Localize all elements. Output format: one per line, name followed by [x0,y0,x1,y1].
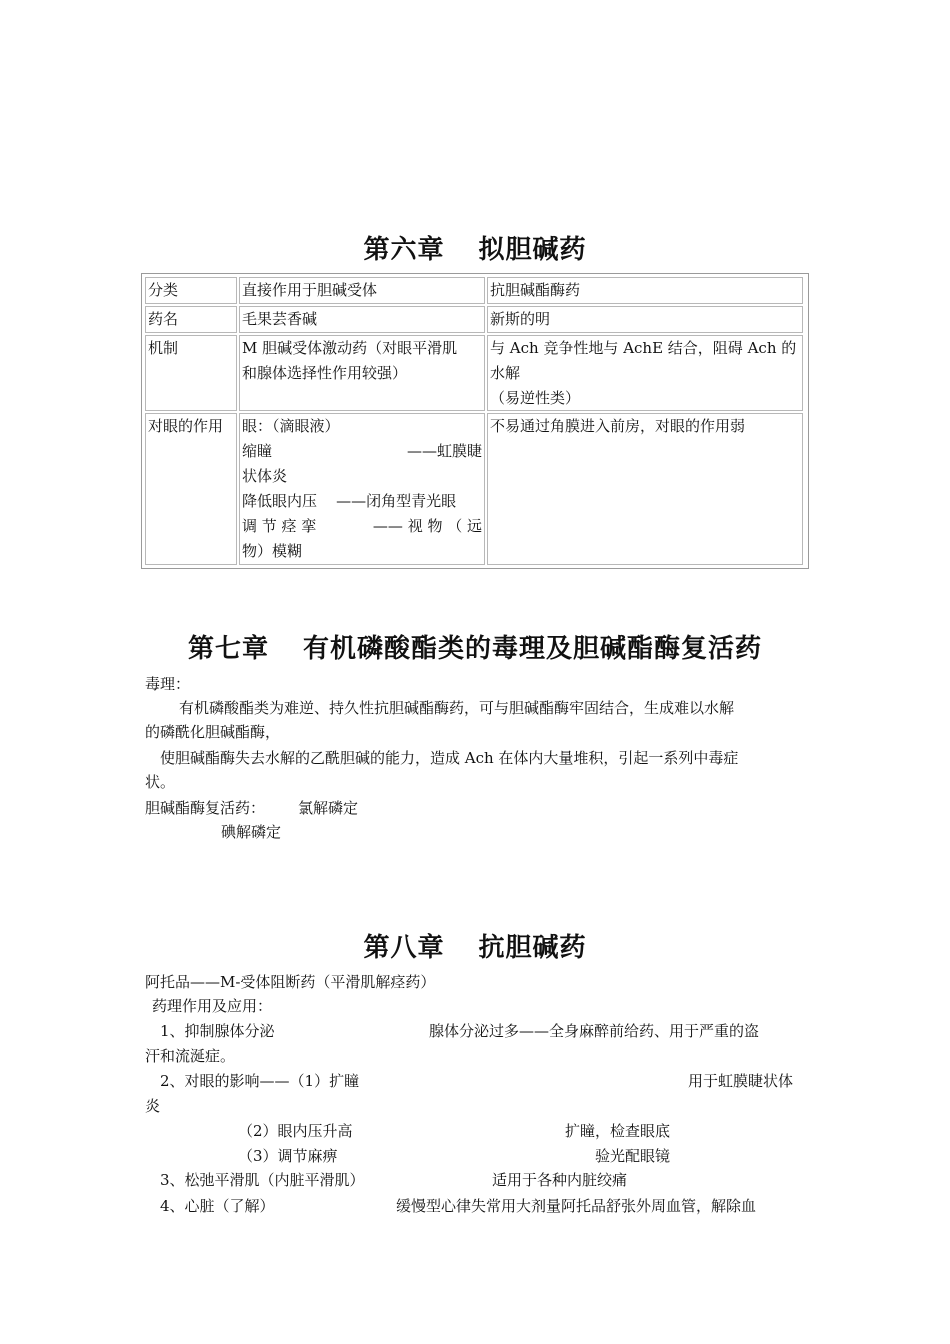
table-cell: 抗胆碱酯酶药 [487,277,803,304]
table-cell: 毛果芸香碱 [239,306,485,333]
table-row [144,305,806,334]
paragraph-line: 毒理： [145,675,191,693]
paragraph-line: 扩瞳，检查眼底 [565,1122,671,1140]
cell-line: 状体炎 [242,467,288,485]
cell-text: ——虹膜睫 [406,442,482,460]
cell-text: 缩瞳 [242,442,273,460]
chapter-6-name: 拟胆碱药 [478,235,587,265]
cell-line: 物）模糊 [242,542,303,560]
cell-line [242,514,482,539]
table-cell [487,413,803,565]
paragraph-line: 2、对眼的影响——（1）扩瞳 [160,1072,360,1090]
paragraph-line: 用于虹膜睫状体 [688,1072,794,1090]
paragraph-line: 炎 [145,1097,161,1115]
paragraph-line: （2）眼内压升高 [238,1122,353,1140]
drug-comparison-table [141,273,809,569]
paragraph-line: 1、抑制腺体分泌 [160,1022,275,1040]
paragraph-line: 使胆碱酯酶失去水解的乙酰胆碱的能力，造成 Ach 在体内大量堆积，引起一系列中毒症 [160,749,739,767]
table-row [144,276,806,305]
paragraph-line: 汗和流涎症。 [145,1047,236,1065]
cell-line: 与 Ach 竞争性地与 AchE 结合，阻碍 Ach 的 [490,339,797,357]
paragraph-line: 阿托品——M-受体阻断药（平滑肌解痉药） [145,973,436,991]
cell-line: 眼：（滴眼液） [242,417,340,435]
table-cell [239,335,485,411]
chapter-6-title [0,229,950,266]
table-cell: 药名 [145,306,237,333]
cell-line: 和腺体选择性作用较强） [242,364,408,382]
paragraph-line: 氯解磷定 [298,799,359,817]
paragraph-line: 验光配眼镜 [595,1147,671,1165]
table-cell: 分类 [145,277,237,304]
paragraph-line: 缓慢型心律失常用大剂量阿托品舒张外周血管，解除血 [396,1197,757,1215]
table-cell: 直接作用于胆碱受体 [239,277,485,304]
chapter-7-number: 第七章 [187,634,269,664]
paragraph-line: 药理作用及应用： [152,997,273,1015]
table-cell [487,335,803,411]
cell-text: —— 视 物 （ 远 [372,517,482,535]
paragraph-line: 有机磷酸酯类为难逆、持久性抗胆碱酯酶药，可与胆碱酯酶牢固结合，生成难以水解 [179,699,735,717]
chapter-7-name: 有机磷酸酯类的毒理及胆碱酯酶复活药 [303,634,763,664]
paragraph-line: 适用于各种内脏绞痛 [492,1171,628,1189]
table-row [144,412,806,566]
table-cell: 新斯的明 [487,306,803,333]
paragraph-line: 碘解磷定 [221,823,282,841]
table-cell: 对眼的作用 [145,413,237,565]
chapter-8-name: 抗胆碱药 [478,933,587,963]
table-cell: 机制 [145,335,237,411]
paragraph-line: 3、松弛平滑肌（内脏平滑肌） [160,1171,365,1189]
table-row [144,334,806,412]
paragraph-line: 胆碱酯酶复活药： [145,799,266,817]
paragraph-line: 腺体分泌过多——全身麻醉前给药、用于严重的盗 [429,1022,760,1040]
cell-line: 水解 [490,364,521,382]
chapter-6-number: 第六章 [363,235,445,265]
paragraph-line: 的磷酰化胆碱酯酶， [145,723,281,741]
cell-line [242,439,482,464]
table-cell [239,413,485,565]
chapter-8-title [0,927,950,964]
chapter-8-number: 第八章 [363,933,445,963]
paragraph-line: 4、心脏（了解） [160,1197,275,1215]
cell-line: 不易通过角膜进入前房，对眼的作用弱 [490,417,746,435]
cell-line: 降低眼内压 ——闭角型青光眼 [242,492,457,510]
cell-line: M 胆碱受体激动药（对眼平滑肌 [242,339,458,357]
cell-line: （易逆性类） [490,389,581,407]
chapter-7-title [0,628,950,665]
paragraph-line: （3）调节麻痹 [238,1147,338,1165]
paragraph-line: 状。 [145,773,176,791]
cell-text: 调 节 痉 挛 [242,517,317,535]
